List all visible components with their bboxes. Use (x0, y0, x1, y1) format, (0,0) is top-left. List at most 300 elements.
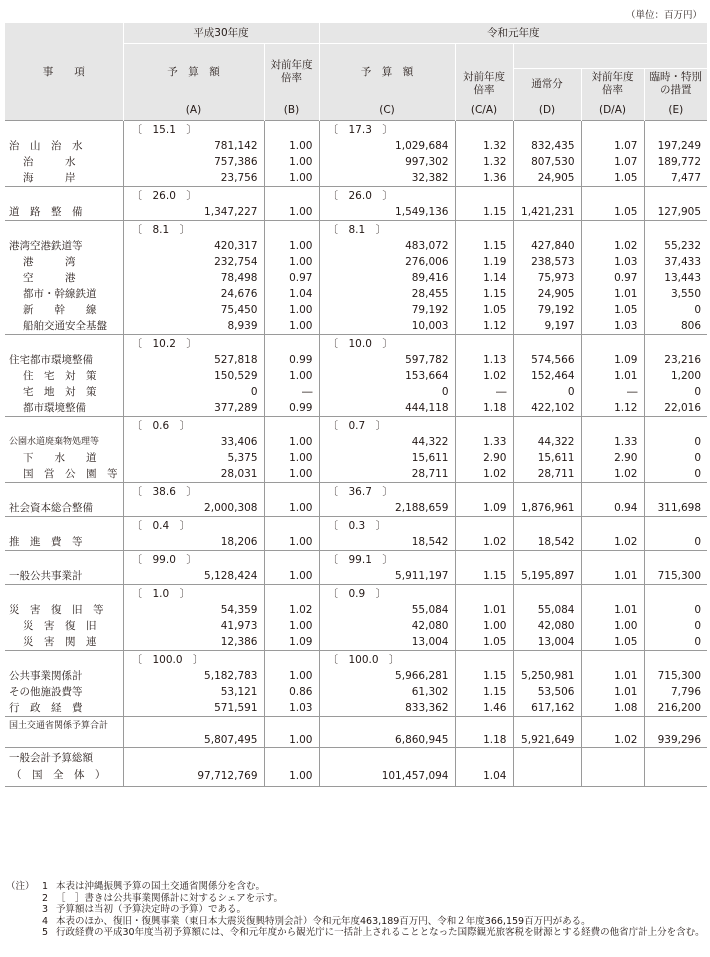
share-empty-b (264, 187, 319, 205)
cell-e: 189,772 (644, 154, 707, 170)
cell-d: 28,711 (513, 466, 581, 483)
cell-e: 0 (644, 450, 707, 466)
cell-d: 617,162 (513, 700, 581, 717)
cell-b: 1.00 (264, 170, 319, 187)
cell-ca: 1.46 (455, 700, 513, 717)
total-mlit-e: 939,296 (644, 717, 707, 748)
cell-c: 833,362 (319, 700, 455, 717)
row-name: 国 営 公 園 等 (23, 468, 118, 480)
share-empty-ca (455, 585, 513, 603)
cell-a: 5,375 (123, 450, 264, 466)
row-name: 行 政 経 費 (9, 702, 83, 714)
cell-da: 1.05 (581, 204, 644, 221)
cell-da: 1.12 (581, 400, 644, 417)
cell-e: 0 (644, 618, 707, 634)
total-mlit-da: 1.02 (581, 717, 644, 748)
share-spacer (5, 585, 123, 603)
cell-b: 0.99 (264, 352, 319, 368)
cell-da: 1.05 (581, 302, 644, 318)
share-a: 〔 38.6 〕 (123, 483, 264, 501)
header-item: 事 項 (42, 65, 85, 78)
table-row (5, 270, 707, 286)
cell-ca: 1.05 (455, 302, 513, 318)
table-row (5, 238, 707, 254)
cell-d: 422,102 (513, 400, 581, 417)
cell-da: 2.90 (581, 450, 644, 466)
share-empty-e (644, 417, 707, 435)
row-name: 空 港 (23, 272, 76, 284)
table-row (5, 618, 707, 634)
share-empty-b (264, 585, 319, 603)
note-text: 予算額は当初（予算決定時の予算）である。 (56, 904, 247, 915)
share-empty-d (513, 187, 581, 205)
cell-ca: 1.19 (455, 254, 513, 270)
note-item (6, 927, 706, 939)
cell-d: 5,195,897 (513, 568, 581, 585)
cell-a: 5,182,783 (123, 668, 264, 684)
share-empty-b (264, 517, 319, 535)
share-a: 〔 15.1 〕 (123, 121, 264, 139)
cell-c: 276,006 (319, 254, 455, 270)
share-empty-ca (455, 651, 513, 669)
cell-ca: 1.15 (455, 668, 513, 684)
cell-b: 1.09 (264, 634, 319, 651)
notes (6, 881, 706, 939)
share-c: 〔 17.3 〕 (319, 121, 455, 139)
table-row (5, 434, 707, 450)
cell-ca: 1.14 (455, 270, 513, 286)
share-empty-da (581, 417, 644, 435)
cell-ca: 1.12 (455, 318, 513, 335)
cell-c: 13,004 (319, 634, 455, 651)
note-lead (6, 893, 34, 905)
share-a: 〔 26.0 〕 (123, 187, 264, 205)
table-row (5, 154, 707, 170)
cell-ca: ― (455, 384, 513, 400)
share-c: 〔 0.9 〕 (319, 585, 455, 603)
note-number: 3 (41, 904, 48, 915)
share-empty-da (581, 517, 644, 535)
grand-total-c: 101,457,094 (319, 748, 455, 787)
cell-c: 28,455 (319, 286, 455, 302)
cell-a: 0 (123, 384, 264, 400)
cell-b: ― (264, 384, 319, 400)
cell-da: ― (581, 384, 644, 400)
share-empty-da (581, 187, 644, 205)
cell-a: 12,386 (123, 634, 264, 651)
row-name: 下 水 道 (23, 452, 97, 464)
cell-b: 1.00 (264, 154, 319, 170)
cell-d: 832,435 (513, 138, 581, 154)
share-empty-e (644, 517, 707, 535)
cell-ca: 1.32 (455, 138, 513, 154)
share-c: 〔 26.0 〕 (319, 187, 455, 205)
cell-c: 444,118 (319, 400, 455, 417)
table-row (5, 352, 707, 368)
cell-b: 0.97 (264, 270, 319, 286)
share-empty-ca (455, 121, 513, 139)
share-a: 〔 10.2 〕 (123, 335, 264, 353)
cell-c: 1,029,684 (319, 138, 455, 154)
cell-ca: 1.09 (455, 500, 513, 517)
cell-a: 33,406 (123, 434, 264, 450)
cell-c: 55,084 (319, 602, 455, 618)
share-c: 〔 36.7 〕 (319, 483, 455, 501)
share-c: 〔 0.3 〕 (319, 517, 455, 535)
cell-d: 18,542 (513, 534, 581, 551)
cell-e: 3,550 (644, 286, 707, 302)
cell-e: 311,698 (644, 500, 707, 517)
cell-da: 1.01 (581, 668, 644, 684)
share-row (5, 585, 707, 603)
cell-d: 53,506 (513, 684, 581, 700)
cell-ca: 1.15 (455, 204, 513, 221)
table-row (5, 302, 707, 318)
cell-da: 1.08 (581, 700, 644, 717)
cell-e: 0 (644, 466, 707, 483)
cell-c: 18,542 (319, 534, 455, 551)
total-mlit-ca: 1.18 (455, 717, 513, 748)
share-c: 〔 10.0 〕 (319, 335, 455, 353)
share-c: 〔 0.7 〕 (319, 417, 455, 435)
cell-da: 1.01 (581, 602, 644, 618)
table-row (5, 568, 707, 585)
table-row (5, 400, 707, 417)
cell-da: 1.05 (581, 634, 644, 651)
table-row (5, 286, 707, 302)
cell-a: 150,529 (123, 368, 264, 384)
cell-ca: 2.90 (455, 450, 513, 466)
cell-d: 55,084 (513, 602, 581, 618)
header-spacer-2 (513, 44, 707, 69)
cell-e: 55,232 (644, 238, 707, 254)
code-c: (C) (319, 100, 455, 121)
cell-a: 23,756 (123, 170, 264, 187)
cell-e: 7,796 (644, 684, 707, 700)
cell-b: 1.03 (264, 700, 319, 717)
cell-b: 1.00 (264, 254, 319, 270)
share-spacer (5, 221, 123, 239)
cell-d: 427,840 (513, 238, 581, 254)
cell-d: 79,192 (513, 302, 581, 318)
cell-e: 22,016 (644, 400, 707, 417)
table-row (5, 254, 707, 270)
header-budget-c: 予 算 額 (319, 44, 455, 101)
total-mlit-b: 1.00 (264, 717, 319, 748)
row-name: 公共事業関係計 (9, 670, 83, 682)
cell-b: 1.00 (264, 204, 319, 221)
cell-ca: 1.15 (455, 684, 513, 700)
share-empty-d (513, 335, 581, 353)
grand-total-name-1: 一般会計予算総額 (9, 752, 93, 764)
row-name: 都市環境整備 (23, 402, 86, 414)
table-row (5, 138, 707, 154)
cell-da: 1.07 (581, 154, 644, 170)
header-ratio-da: 対前年度 倍率 (581, 68, 644, 100)
cell-b: 1.00 (264, 466, 319, 483)
cell-c: 10,003 (319, 318, 455, 335)
cell-d: 238,573 (513, 254, 581, 270)
cell-c: 5,911,197 (319, 568, 455, 585)
total-mlit-a: 5,807,495 (123, 717, 264, 748)
code-da: (D/A) (581, 100, 644, 121)
cell-e: 7,477 (644, 170, 707, 187)
header-budget-a: 予 算 額 (123, 44, 264, 101)
cell-a: 571,591 (123, 700, 264, 717)
row-name: 船舶交通安全基盤 (23, 320, 107, 332)
share-empty-da (581, 651, 644, 669)
cell-da: 1.05 (581, 170, 644, 187)
cell-a: 527,818 (123, 352, 264, 368)
cell-b: 1.02 (264, 602, 319, 618)
cell-c: 42,080 (319, 618, 455, 634)
cell-da: 1.03 (581, 318, 644, 335)
table-row (5, 668, 707, 684)
table-row (5, 450, 707, 466)
row-name: 災 害 関 連 (23, 636, 97, 648)
share-empty-d (513, 585, 581, 603)
budget-table (5, 23, 707, 787)
cell-a: 28,031 (123, 466, 264, 483)
cell-c: 0 (319, 384, 455, 400)
cell-c: 1,549,136 (319, 204, 455, 221)
total-mlit-name: 国土交通省関係予算合計 (5, 717, 123, 748)
cell-b: 1.00 (264, 368, 319, 384)
grand-total-empty-da (581, 748, 644, 787)
cell-e: 715,300 (644, 668, 707, 684)
row-name: 一般公共事業計 (9, 570, 83, 582)
share-a: 〔 1.0 〕 (123, 585, 264, 603)
cell-e: 0 (644, 634, 707, 651)
cell-da: 1.01 (581, 568, 644, 585)
cell-da: 1.02 (581, 466, 644, 483)
cell-b: 1.00 (264, 138, 319, 154)
note-number: 4 (41, 915, 48, 927)
share-empty-da (581, 483, 644, 501)
cell-c: 597,782 (319, 352, 455, 368)
cell-da: 1.02 (581, 534, 644, 551)
cell-ca: 1.18 (455, 400, 513, 417)
cell-ca: 1.02 (455, 466, 513, 483)
cell-da: 1.09 (581, 352, 644, 368)
share-spacer (5, 483, 123, 501)
table-body (5, 121, 707, 788)
share-row (5, 121, 707, 139)
grand-total-name-2: （ 国 全 体 ） (11, 769, 106, 781)
cell-ca: 1.15 (455, 286, 513, 302)
cell-ca: 1.02 (455, 368, 513, 384)
share-empty-d (513, 121, 581, 139)
row-name: 宅 地 対 策 (23, 386, 97, 398)
cell-d: 152,464 (513, 368, 581, 384)
cell-d: 0 (513, 384, 581, 400)
share-spacer (5, 121, 123, 139)
note-text: 本表のほか、復旧・復興事業（東日本大震災復興特別会計）令和元年度463,189百万円、令和２年度366,159百万円がある。 (56, 915, 591, 927)
cell-a: 78,498 (123, 270, 264, 286)
cell-b: 1.00 (264, 568, 319, 585)
cell-b: 1.00 (264, 500, 319, 517)
note-text: 行政経費の平成30年度当初予算額には、令和元年度から観光庁に一括計上されることとなった国際観光旅客税を財源とする経費の他省庁計上分を含む。 (56, 927, 705, 938)
share-empty-da (581, 335, 644, 353)
row-name: 社会資本総合整備 (9, 502, 93, 514)
cell-c: 483,072 (319, 238, 455, 254)
total-mlit-d: 5,921,649 (513, 717, 581, 748)
cell-ca: 1.05 (455, 634, 513, 651)
share-empty-e (644, 651, 707, 669)
row-name: 治 水 (23, 156, 76, 168)
table-row (5, 466, 707, 483)
share-c: 〔 100.0 〕 (319, 651, 455, 669)
share-empty-e (644, 483, 707, 501)
header-spacer (455, 44, 513, 69)
cell-e: 216,200 (644, 700, 707, 717)
share-empty-b (264, 335, 319, 353)
cell-da: 1.07 (581, 138, 644, 154)
cell-e: 0 (644, 384, 707, 400)
grand-total-row (5, 748, 707, 787)
cell-e: 0 (644, 434, 707, 450)
share-empty-b (264, 551, 319, 569)
share-row (5, 221, 707, 239)
cell-b: 1.00 (264, 318, 319, 335)
cell-ca: 1.32 (455, 154, 513, 170)
share-empty-b (264, 221, 319, 239)
share-row (5, 335, 707, 353)
cell-b: 0.99 (264, 400, 319, 417)
row-name: その他施設費等 (9, 686, 83, 698)
cell-da: 1.33 (581, 434, 644, 450)
row-name: 住 宅 対 策 (23, 370, 97, 382)
cell-da: 1.00 (581, 618, 644, 634)
cell-a: 420,317 (123, 238, 264, 254)
cell-c: 32,382 (319, 170, 455, 187)
note-number: 2 (41, 892, 48, 904)
code-ca: (C/A) (455, 100, 513, 121)
share-a: 〔 100.0 〕 (123, 651, 264, 669)
cell-da: 0.97 (581, 270, 644, 286)
cell-d: 75,973 (513, 270, 581, 286)
share-c: 〔 8.1 〕 (319, 221, 455, 239)
cell-c: 997,302 (319, 154, 455, 170)
cell-b: 1.00 (264, 450, 319, 466)
cell-e: 0 (644, 602, 707, 618)
cell-ca: 1.15 (455, 238, 513, 254)
share-empty-e (644, 221, 707, 239)
share-spacer (5, 651, 123, 669)
note-text: ［ ］書きは公共事業関係計に対するシェアを示す。 (56, 892, 284, 904)
cell-b: 1.00 (264, 534, 319, 551)
cell-a: 781,142 (123, 138, 264, 154)
share-a: 〔 0.4 〕 (123, 517, 264, 535)
cell-c: 153,664 (319, 368, 455, 384)
grand-total-empty-e (644, 748, 707, 787)
cell-a: 5,128,424 (123, 568, 264, 585)
cell-a: 1,347,227 (123, 204, 264, 221)
table-row (5, 170, 707, 187)
grand-total-a: 97,712,769 (123, 748, 264, 787)
cell-da: 1.02 (581, 238, 644, 254)
row-name: 推 進 費 等 (9, 536, 83, 548)
note-number: 5 (41, 927, 48, 938)
share-row (5, 483, 707, 501)
cell-ca: 1.02 (455, 534, 513, 551)
row-name: 道 路 整 備 (9, 206, 83, 218)
cell-d: 1,421,231 (513, 204, 581, 221)
row-name: 治 山 治 水 (9, 140, 83, 152)
row-name: 都市・幹線鉄道 (23, 288, 97, 300)
cell-c: 2,188,659 (319, 500, 455, 517)
table-row (5, 602, 707, 618)
cell-e: 806 (644, 318, 707, 335)
grand-total-name (5, 748, 123, 787)
share-empty-da (581, 121, 644, 139)
table-row (5, 318, 707, 335)
cell-d: 13,004 (513, 634, 581, 651)
share-spacer (5, 417, 123, 435)
note-item (6, 916, 706, 928)
row-name: 公園水道廃棄物処理等 (9, 437, 100, 447)
cell-c: 28,711 (319, 466, 455, 483)
cell-a: 757,386 (123, 154, 264, 170)
cell-d: 1,876,961 (513, 500, 581, 517)
cell-e: 0 (644, 534, 707, 551)
cell-c: 5,966,281 (319, 668, 455, 684)
share-empty-da (581, 585, 644, 603)
cell-b: 1.00 (264, 434, 319, 450)
row-name: 災 害 復 旧 等 (9, 604, 104, 616)
share-empty-d (513, 483, 581, 501)
share-empty-e (644, 585, 707, 603)
share-empty-b (264, 121, 319, 139)
share-empty-e (644, 551, 707, 569)
row-name: 住宅都市環境整備 (9, 354, 93, 366)
share-row (5, 651, 707, 669)
cell-b: 1.00 (264, 668, 319, 684)
cell-e: 715,300 (644, 568, 707, 585)
note-lead (6, 916, 34, 928)
note-text: 本表は沖縄振興予算の国土交通省関係分を含む。 (56, 881, 266, 892)
cell-d: 42,080 (513, 618, 581, 634)
share-row (5, 187, 707, 205)
share-empty-da (581, 551, 644, 569)
cell-ca: 1.01 (455, 602, 513, 618)
table-row (5, 534, 707, 551)
table-row (5, 634, 707, 651)
cell-ca: 1.36 (455, 170, 513, 187)
row-name: 新 幹 線 (23, 304, 97, 316)
share-empty-d (513, 221, 581, 239)
cell-b: 1.00 (264, 618, 319, 634)
code-a: (A) (123, 100, 264, 121)
row-name: 港 湾 (23, 256, 76, 268)
share-empty-e (644, 335, 707, 353)
share-spacer (5, 517, 123, 535)
share-row (5, 517, 707, 535)
cell-d: 807,530 (513, 154, 581, 170)
cell-a: 232,754 (123, 254, 264, 270)
share-c: 〔 99.1 〕 (319, 551, 455, 569)
cell-da: 1.03 (581, 254, 644, 270)
code-b: (B) (264, 100, 319, 121)
cell-da: 0.94 (581, 500, 644, 517)
share-spacer (5, 187, 123, 205)
table-row (5, 500, 707, 517)
code-e: (E) (644, 100, 707, 121)
cell-c: 61,302 (319, 684, 455, 700)
cell-d: 24,905 (513, 170, 581, 187)
cell-c: 44,322 (319, 434, 455, 450)
cell-a: 18,206 (123, 534, 264, 551)
